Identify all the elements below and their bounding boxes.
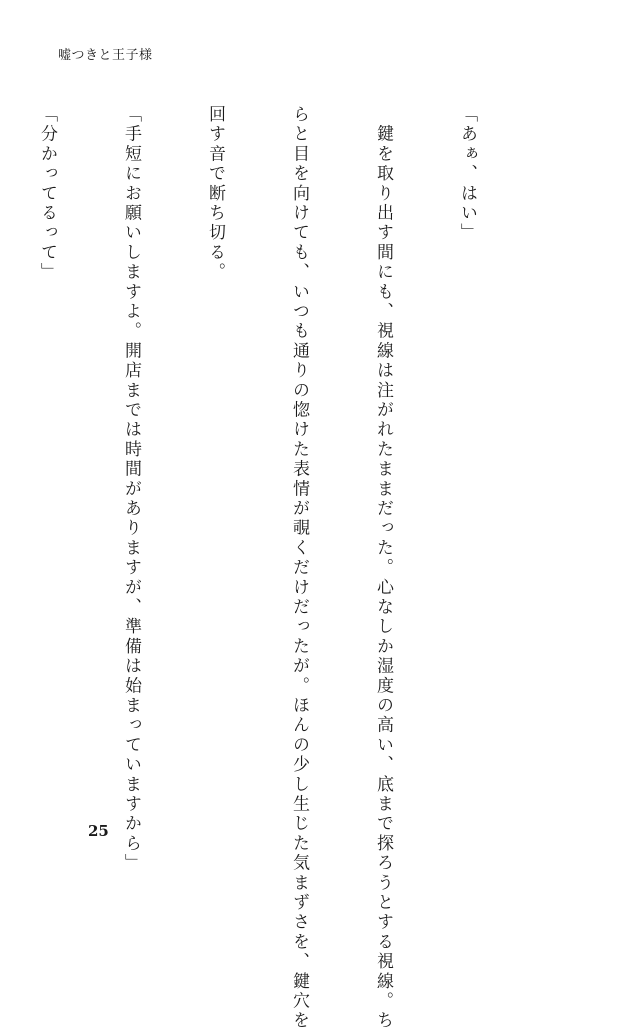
page-number: 25	[88, 822, 109, 840]
text-line: 「手短にお願いしますよ。開店までは時間がありますが、準備は始まっていますから」	[121, 105, 141, 874]
text-line: 「あぁ、はい」	[457, 105, 477, 243]
text-line: らと目を向けても、いつも通りの惚けた表情が覗くだけだったが。ほんの少し生じた気まずさを、鍵穴を	[289, 105, 309, 1031]
running-title: 嘘つきと王子様	[58, 48, 153, 63]
text-line: 回す音で断ち切る。	[205, 105, 225, 283]
text-line: 鍵を取り出す間にも、視線は注がれたままだった。心なしか湿度の高い、底まで探ろうとする視線。ち	[373, 105, 393, 1031]
text-line: 「分かってるって」	[37, 105, 57, 283]
